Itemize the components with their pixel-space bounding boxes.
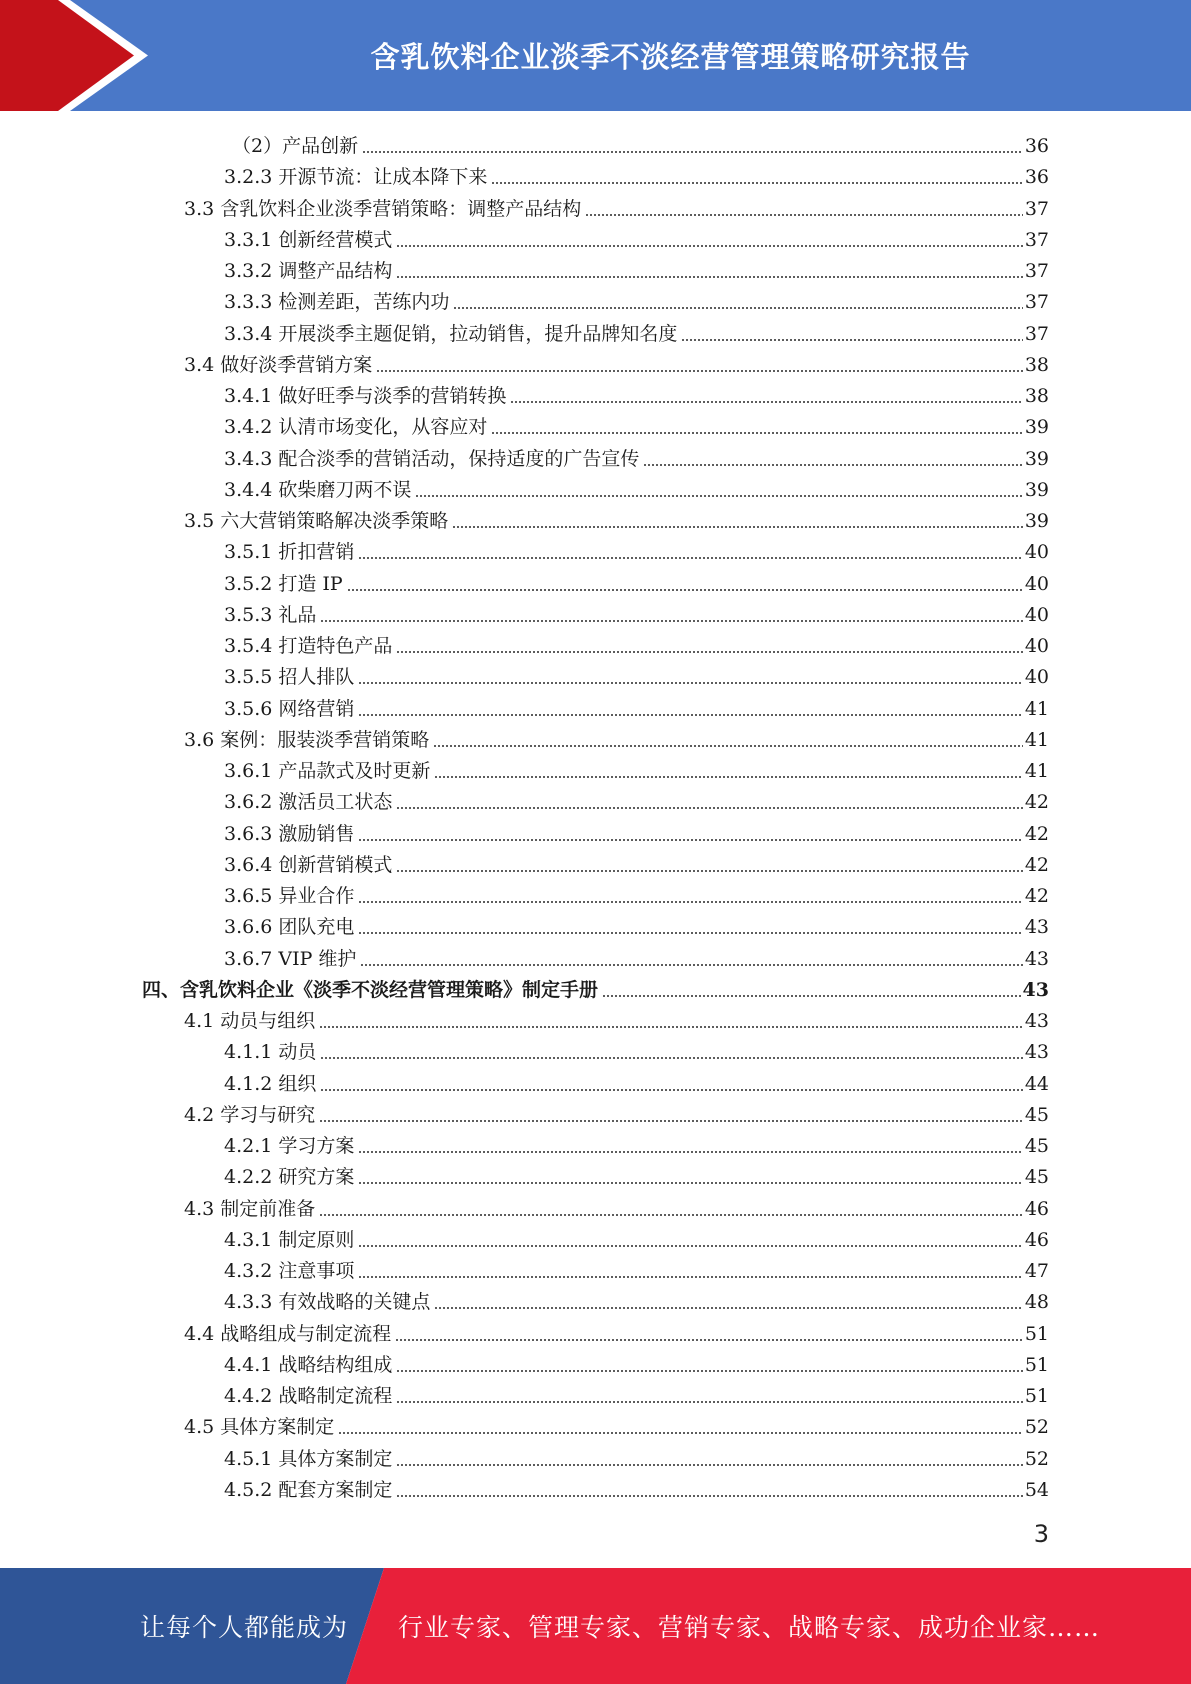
- toc-entry-title: 4.3.1 制定原则: [224, 1228, 355, 1251]
- toc-entry-title: 3.5.5 招人排队: [224, 666, 355, 689]
- toc-entry-title: 3.2.3 开源节流：让成本降下来: [224, 166, 488, 189]
- toc-entry-title: 3.6.3 激励销售: [224, 822, 355, 845]
- toc-dot-leader: [395, 1339, 1023, 1341]
- toc-entry-page: 48: [1024, 1291, 1049, 1314]
- toc-entry-title: 3.6.2 激活员工状态: [224, 791, 393, 814]
- toc-entry[interactable]: [224, 908, 1049, 939]
- toc-entry[interactable]: [184, 1096, 1049, 1127]
- toc-dot-leader: [319, 1214, 1023, 1216]
- toc-entry-page: 37: [1024, 228, 1049, 251]
- toc-entry[interactable]: [224, 877, 1049, 908]
- toc-entry-page: 45: [1024, 1103, 1049, 1126]
- toc-dot-leader: [358, 932, 1022, 934]
- toc-dot-leader: [320, 1089, 1022, 1091]
- toc-entry-title: 4.5.2 配套方案制定: [224, 1478, 393, 1501]
- toc-entry-page: 36: [1024, 135, 1049, 157]
- toc-entry-page: 51: [1024, 1385, 1049, 1407]
- toc-entry-page: 43: [1024, 1041, 1049, 1064]
- toc-entry-title: 3.4.1 做好旺季与淡季的营销转换: [224, 385, 507, 407]
- toc-entry-page: 42: [1024, 885, 1049, 907]
- toc-entry[interactable]: [184, 346, 1049, 377]
- toc-entry-page: 43: [1022, 978, 1049, 1001]
- footer-slogan-left: 让每个人都能成为: [140, 1613, 349, 1642]
- toc-dot-leader: [510, 401, 1022, 403]
- toc-dot-leader: [358, 714, 1022, 716]
- toc-entry-title: 3.5.6 网络营销: [224, 697, 355, 720]
- toc-entry-title: 3.5.2 打造 IP: [224, 572, 343, 595]
- toc-entry-title: 3.6.1 产品款式及时更新: [224, 760, 431, 782]
- toc-dot-leader: [452, 526, 1023, 528]
- toc-entry[interactable]: [224, 1377, 1049, 1408]
- toc-entry[interactable]: [184, 1002, 1049, 1033]
- toc-entry-page: 43: [1024, 947, 1049, 970]
- toc-entry[interactable]: [224, 471, 1049, 502]
- toc-entry[interactable]: [224, 815, 1049, 846]
- toc-entry-page: 43: [1024, 916, 1049, 939]
- toc-entry-title: 3.3 含乳饮料企业淡季营销策略：调整产品结构: [184, 197, 582, 220]
- toc-dot-leader: [602, 995, 1021, 997]
- toc-dot-leader: [360, 964, 1022, 966]
- toc-dot-leader: [358, 557, 1022, 559]
- toc-dot-leader: [396, 1370, 1022, 1372]
- toc-entry-title: 3.5.1 折扣营销: [224, 541, 355, 564]
- toc-entry-title: 4.2.1 学习方案: [224, 1135, 355, 1157]
- toc-entry[interactable]: [184, 721, 1049, 752]
- toc-dot-leader: [396, 870, 1022, 872]
- toc-entry-title: 3.5.3 礼品: [224, 603, 317, 626]
- toc-entry-title: 3.6 案例：服装淡季营销策略: [184, 728, 430, 751]
- toc-entry-page: 40: [1024, 635, 1049, 657]
- document-title: 含乳饮料企业淡季不淡经营管理策略研究报告: [370, 40, 971, 74]
- toc-dot-leader: [319, 1026, 1023, 1028]
- toc-entry-title: 4.5 具体方案制定: [184, 1416, 335, 1439]
- toc-entry-title: 3.4.3 配合淡季的营销活动，保持适度的广告宣传: [224, 447, 640, 470]
- toc-entry-page: 39: [1024, 478, 1049, 501]
- toc-entry-page: 42: [1024, 791, 1049, 814]
- toc-dot-leader: [396, 1495, 1022, 1497]
- toc-entry[interactable]: [224, 627, 1049, 658]
- toc-entry-page: 40: [1024, 603, 1049, 626]
- toc-entry-title: 3.4.4 砍柴磨刀两不误: [224, 478, 412, 501]
- toc-entry-title: 4.5.1 具体方案制定: [224, 1447, 393, 1470]
- toc-dot-leader: [320, 620, 1022, 622]
- toc-entry-page: 45: [1024, 1166, 1049, 1189]
- toc-entry[interactable]: [224, 1033, 1049, 1064]
- toc-entry-title: 3.3.1 创新经营模式: [224, 228, 393, 251]
- toc-dot-leader: [415, 495, 1022, 497]
- toc-dot-leader: [358, 839, 1022, 841]
- toc-dot-leader: [396, 807, 1022, 809]
- toc-entry-title: 3.5.4 打造特色产品: [224, 635, 393, 657]
- toc-entry-title: 4.1.1 动员: [224, 1041, 317, 1064]
- toc-entry[interactable]: [224, 1283, 1049, 1314]
- toc-entry-title: 3.4.2 认清市场变化，从容应对: [224, 416, 488, 439]
- toc-entry[interactable]: [224, 783, 1049, 814]
- toc-entry-page: 41: [1024, 760, 1049, 782]
- toc-entry-title: 4.1.2 组织: [224, 1072, 317, 1095]
- toc-dot-leader: [320, 1057, 1022, 1059]
- toc-entry-title: 3.6.7 VIP 维护: [224, 947, 357, 970]
- toc-dot-leader: [396, 1401, 1022, 1403]
- toc-entry-title: 四、含乳饮料企业《淡季不淡经营管理策略》制定手册: [142, 978, 599, 1001]
- toc-entry-title: 3.6.6 团队充电: [224, 916, 355, 939]
- toc-entry[interactable]: [224, 1127, 1049, 1158]
- toc-entry[interactable]: [224, 658, 1049, 689]
- toc-entry[interactable]: [224, 752, 1049, 783]
- toc-entry-page: 37: [1024, 197, 1049, 220]
- toc-dot-leader: [491, 182, 1022, 184]
- toc-entry[interactable]: [224, 315, 1049, 346]
- toc-entry-title: （2）产品创新: [232, 135, 359, 157]
- toc-dot-leader: [434, 1307, 1022, 1309]
- toc-entry-title: 3.4 做好淡季营销方案: [184, 353, 373, 376]
- toc-entry-page: 41: [1024, 728, 1049, 751]
- toc-entry[interactable]: [224, 1065, 1049, 1096]
- toc-dot-leader: [396, 276, 1022, 278]
- toc-dot-leader: [358, 901, 1022, 903]
- toc-entry-title: 4.4.2 战略制定流程: [224, 1385, 393, 1407]
- toc-entry[interactable]: [224, 690, 1049, 721]
- toc-entry-page: 38: [1024, 385, 1049, 407]
- toc-entry[interactable]: [224, 1346, 1049, 1377]
- toc-entry[interactable]: [224, 1158, 1049, 1189]
- toc-dot-leader: [396, 1464, 1022, 1466]
- toc-entry-title: 4.3.2 注意事项: [224, 1260, 355, 1282]
- toc-dot-leader: [433, 745, 1023, 747]
- toc-entry-page: 52: [1024, 1447, 1049, 1470]
- toc-entry-title: 3.5 六大营销策略解决淡季策略: [184, 510, 449, 532]
- page-footer: [0, 1568, 1191, 1684]
- toc-dot-leader: [358, 1151, 1022, 1153]
- toc-dot-leader: [585, 214, 1023, 216]
- toc-entry-page: 47: [1024, 1260, 1049, 1282]
- toc-entry-title: 4.3.3 有效战略的关键点: [224, 1291, 431, 1314]
- toc-entry[interactable]: [224, 1471, 1049, 1502]
- toc-entry-page: 44: [1024, 1072, 1049, 1095]
- toc-entry-page: 42: [1024, 822, 1049, 845]
- toc-entry[interactable]: [232, 127, 1049, 158]
- toc-entry[interactable]: [184, 190, 1049, 221]
- toc-entry[interactable]: [184, 1408, 1049, 1439]
- toc-entry[interactable]: [184, 502, 1049, 533]
- toc-dot-leader: [681, 339, 1022, 341]
- toc-dot-leader: [358, 1276, 1022, 1278]
- toc-dot-leader: [643, 464, 1022, 466]
- toc-entry-page: 39: [1024, 510, 1049, 532]
- toc-entry[interactable]: [224, 1252, 1049, 1283]
- toc-entry-title: 4.3 制定前准备: [184, 1197, 316, 1220]
- toc-dot-leader: [396, 245, 1022, 247]
- toc-entry-page: 39: [1024, 416, 1049, 439]
- toc-dot-leader: [434, 776, 1022, 778]
- header-arrow-graphic: [0, 0, 150, 111]
- toc-dot-leader: [453, 307, 1022, 309]
- toc-entry-page: 54: [1024, 1478, 1049, 1501]
- toc-entry-page: 38: [1024, 353, 1049, 376]
- toc-entry-page: 52: [1024, 1416, 1049, 1439]
- toc-entry-title: 3.6.5 异业合作: [224, 885, 355, 907]
- toc-entry-page: 40: [1024, 666, 1049, 689]
- toc-entry-title: 3.6.4 创新营销模式: [224, 853, 393, 876]
- toc-dot-leader: [376, 370, 1023, 372]
- toc-entry[interactable]: [224, 565, 1049, 596]
- toc-dot-leader: [362, 151, 1023, 153]
- toc-entry[interactable]: [224, 846, 1049, 877]
- page-number: 3: [1033, 1520, 1049, 1548]
- toc-dot-leader: [319, 1120, 1023, 1122]
- toc-dot-leader: [347, 589, 1023, 591]
- toc-entry[interactable]: [224, 533, 1049, 564]
- toc-entry-page: 42: [1024, 853, 1049, 876]
- toc-entry-page: 40: [1024, 572, 1049, 595]
- toc-entry-title: 4.2.2 研究方案: [224, 1166, 355, 1189]
- toc-entry-page: 37: [1024, 260, 1049, 282]
- toc-entry[interactable]: [184, 1315, 1049, 1346]
- toc-dot-leader: [358, 682, 1022, 684]
- toc-entry-page: 51: [1024, 1353, 1049, 1376]
- toc-entry-title: 3.3.2 调整产品结构: [224, 260, 393, 282]
- toc-entry[interactable]: [224, 283, 1049, 314]
- toc-entry[interactable]: [142, 971, 1049, 1002]
- toc-entry-page: 51: [1024, 1322, 1049, 1345]
- toc-entry[interactable]: [184, 1190, 1049, 1221]
- toc-dot-leader: [491, 432, 1022, 434]
- toc-dot-leader: [338, 1432, 1023, 1434]
- page-header: [0, 0, 1191, 111]
- toc-entry[interactable]: [224, 252, 1049, 283]
- toc-entry-page: 40: [1024, 541, 1049, 564]
- toc-entry-page: 45: [1024, 1135, 1049, 1157]
- toc-entry[interactable]: [224, 377, 1049, 408]
- toc-entry[interactable]: [224, 158, 1049, 189]
- toc-dot-leader: [358, 1245, 1022, 1247]
- toc-entry[interactable]: [224, 1221, 1049, 1252]
- toc-entry-page: 37: [1024, 322, 1049, 345]
- toc-entry-page: 46: [1024, 1228, 1049, 1251]
- toc-entry[interactable]: [224, 440, 1049, 471]
- toc-entry-title: 3.3.3 检测差距，苦练内功: [224, 291, 450, 314]
- toc-entry[interactable]: [224, 596, 1049, 627]
- toc-dot-leader: [396, 651, 1022, 653]
- toc-entry-title: 3.3.4 开展淡季主题促销，拉动销售，提升品牌知名度: [224, 322, 678, 345]
- toc-entry[interactable]: [224, 1440, 1049, 1471]
- toc-entry-page: 43: [1024, 1010, 1049, 1032]
- toc-entry-title: 4.4.1 战略结构组成: [224, 1353, 393, 1376]
- toc-entry-page: 46: [1024, 1197, 1049, 1220]
- toc-entry[interactable]: [224, 940, 1049, 971]
- toc-entry-page: 36: [1024, 166, 1049, 189]
- toc-entry-page: 41: [1024, 697, 1049, 720]
- footer-slogan-right: 行业专家、管理专家、营销专家、战略专家、成功企业家……: [398, 1613, 1101, 1642]
- toc-entry-title: 4.1 动员与组织: [184, 1010, 316, 1032]
- toc-dot-leader: [358, 1182, 1022, 1184]
- toc-entry-title: 4.2 学习与研究: [184, 1103, 316, 1126]
- toc-entry[interactable]: [224, 408, 1049, 439]
- toc-entry-title: 4.4 战略组成与制定流程: [184, 1322, 392, 1345]
- toc-entry[interactable]: [224, 221, 1049, 252]
- toc-entry-page: 39: [1024, 447, 1049, 470]
- toc-entry-page: 37: [1024, 291, 1049, 314]
